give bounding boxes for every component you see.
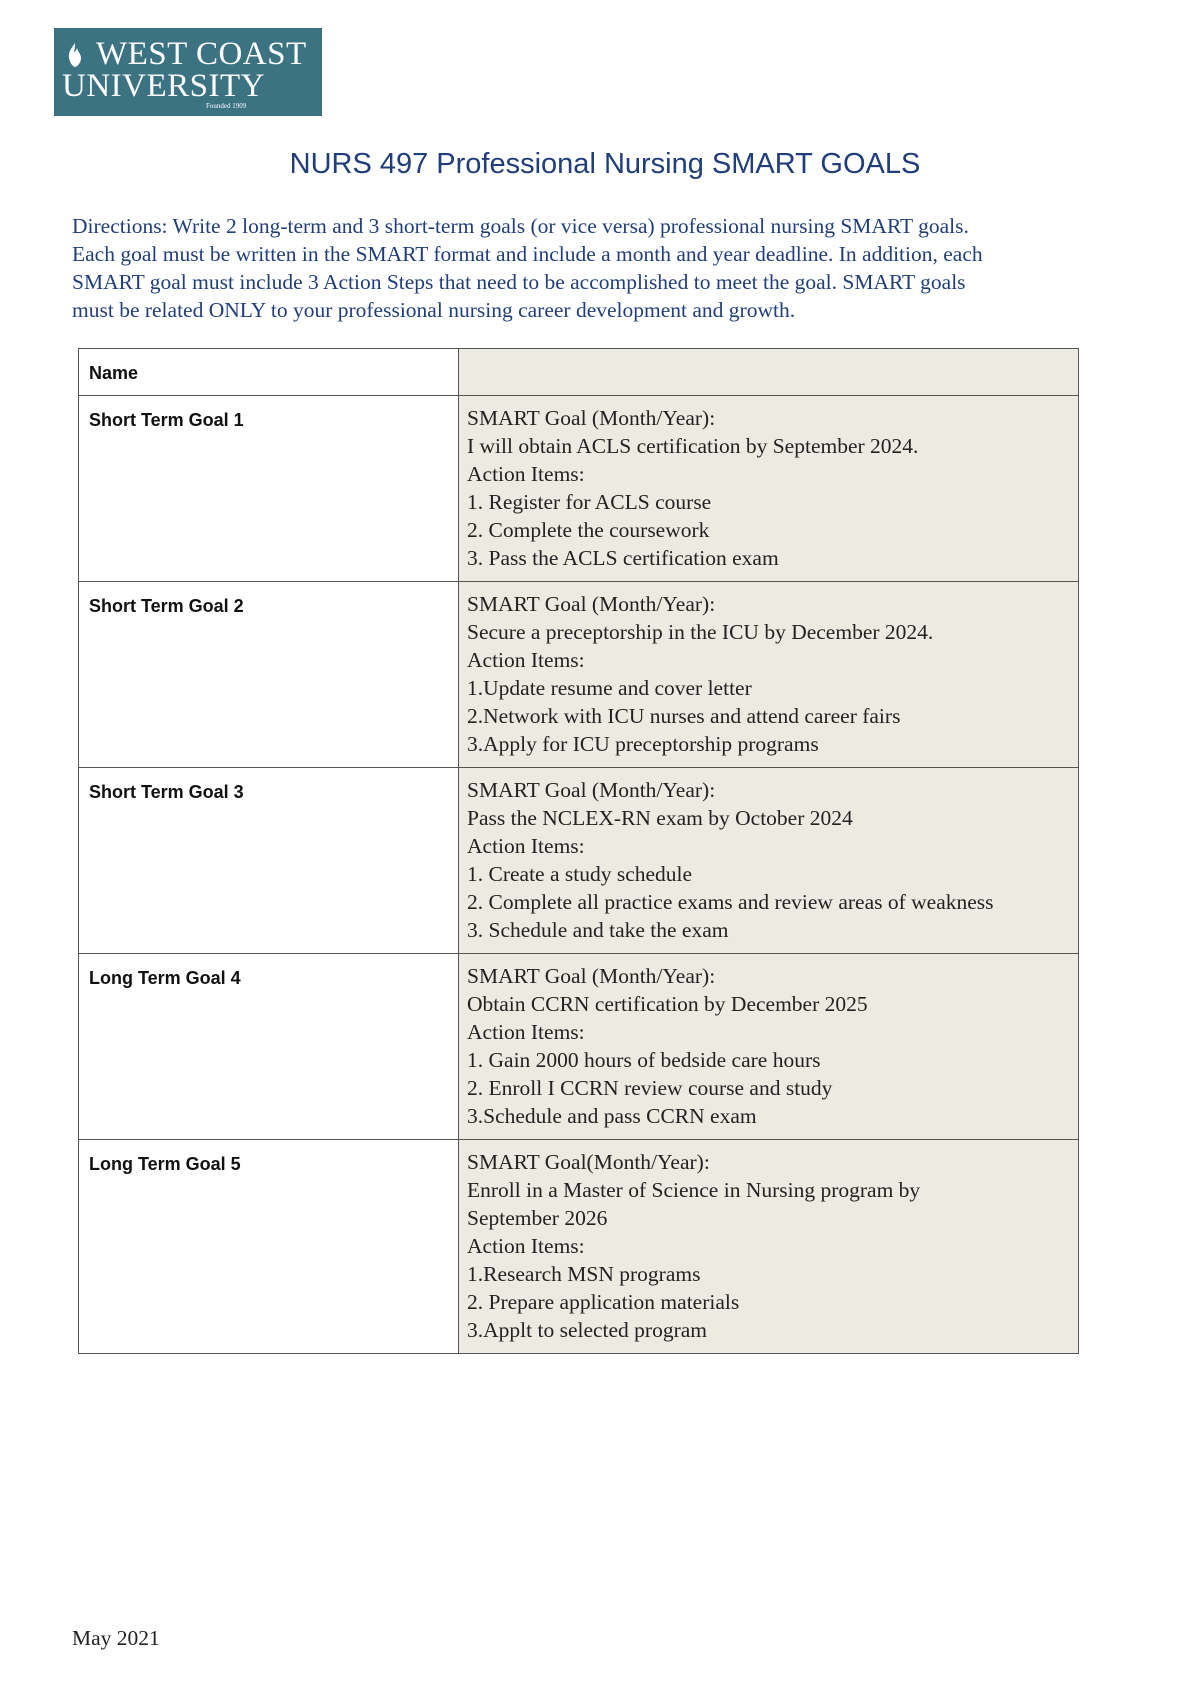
goal-line: 1. Create a study schedule [467, 862, 693, 886]
goal-line: SMART Goal (Month/Year): [467, 964, 716, 988]
goal-line: 2. Prepare application materials [467, 1290, 740, 1314]
name-label: Name [79, 349, 459, 396]
university-logo [54, 28, 322, 116]
goal-line: 3. Pass the ACLS certification exam [467, 546, 779, 570]
goal-label: Short Term Goal 2 [79, 582, 459, 768]
table-row-goal [79, 1140, 1079, 1354]
goal-line: Action Items: [467, 1020, 585, 1044]
goal-line: SMART Goal (Month/Year): [467, 592, 716, 616]
goal-content[interactable] [459, 582, 1079, 768]
logo-founded-text: Founded 1909 [206, 102, 247, 110]
goal-line: Action Items: [467, 648, 585, 672]
goal-line: 1. Register for ACLS course [467, 490, 712, 514]
table-row-goal [79, 396, 1079, 582]
goal-line: Action Items: [467, 834, 585, 858]
logo-text-line2: UNIVERSITY [62, 68, 265, 104]
directions-line: Directions: Write 2 long-term and 3 short-term goals (or vice versa) professional nursing SMART goals. [72, 214, 969, 238]
goal-line: September 2026 [467, 1206, 608, 1230]
directions-line: must be related ONLY to your professional nursing career development and growth. [72, 298, 796, 322]
goal-line: Obtain CCRN certification by December 2025 [467, 992, 868, 1016]
goal-line: 3.Applt to selected program [467, 1318, 708, 1342]
goal-line: 2.Network with ICU nurses and attend career fairs [467, 704, 901, 728]
smart-goals-table [78, 348, 1079, 1354]
goal-content[interactable] [459, 768, 1079, 954]
goal-line: 3. Schedule and take the exam [467, 918, 729, 942]
goal-line: 1.Update resume and cover letter [467, 676, 752, 700]
goal-line: Secure a preceptorship in the ICU by December 2024. [467, 620, 934, 644]
goal-content[interactable] [459, 1140, 1079, 1354]
goal-line: Action Items: [467, 1234, 585, 1258]
goal-line: SMART Goal (Month/Year): [467, 406, 716, 430]
goal-label: Long Term Goal 4 [79, 954, 459, 1140]
footer-date: May 2021 [72, 1626, 160, 1650]
goal-label: Long Term Goal 5 [79, 1140, 459, 1354]
logo-text-line1: WEST COAST [96, 36, 307, 72]
goal-line: 1. Gain 2000 hours of bedside care hours [467, 1048, 821, 1072]
goal-line: 2. Complete all practice exams and review areas of weakness [467, 890, 994, 914]
directions-paragraph [72, 212, 1132, 324]
goal-content[interactable] [459, 954, 1079, 1140]
goal-line: 1.Research MSN programs [467, 1262, 701, 1286]
goal-line: 2. Enroll I CCRN review course and study [467, 1076, 833, 1100]
goal-line: 3.Schedule and pass CCRN exam [467, 1104, 757, 1128]
flame-icon [64, 42, 86, 68]
goal-label: Short Term Goal 3 [79, 768, 459, 954]
goal-line: SMART Goal (Month/Year): [467, 778, 716, 802]
table-row-goal [79, 954, 1079, 1140]
goal-line: I will obtain ACLS certification by September 2024. [467, 434, 919, 458]
goal-content[interactable] [459, 396, 1079, 582]
directions-line: Each goal must be written in the SMART format and include a month and year deadline. In addition, each [72, 242, 983, 266]
table-row-name [79, 349, 1079, 396]
goal-line: SMART Goal(Month/Year): [467, 1150, 710, 1174]
goal-label: Short Term Goal 1 [79, 396, 459, 582]
table-row-goal [79, 768, 1079, 954]
goal-line: 2. Complete the coursework [467, 518, 710, 542]
goal-line: Pass the NCLEX-RN exam by October 2024 [467, 806, 853, 830]
goal-line: Enroll in a Master of Science in Nursing program by [467, 1178, 921, 1202]
goal-line: Action Items: [467, 462, 585, 486]
document-title: NURS 497 Professional Nursing SMART GOALS [289, 148, 921, 180]
directions-line: SMART goal must include 3 Action Steps that need to be accomplished to meet the goal. SMART goals [72, 270, 966, 294]
name-value-field[interactable] [459, 349, 1079, 396]
goal-line: 3.Apply for ICU preceptorship programs [467, 732, 819, 756]
table-row-goal [79, 582, 1079, 768]
